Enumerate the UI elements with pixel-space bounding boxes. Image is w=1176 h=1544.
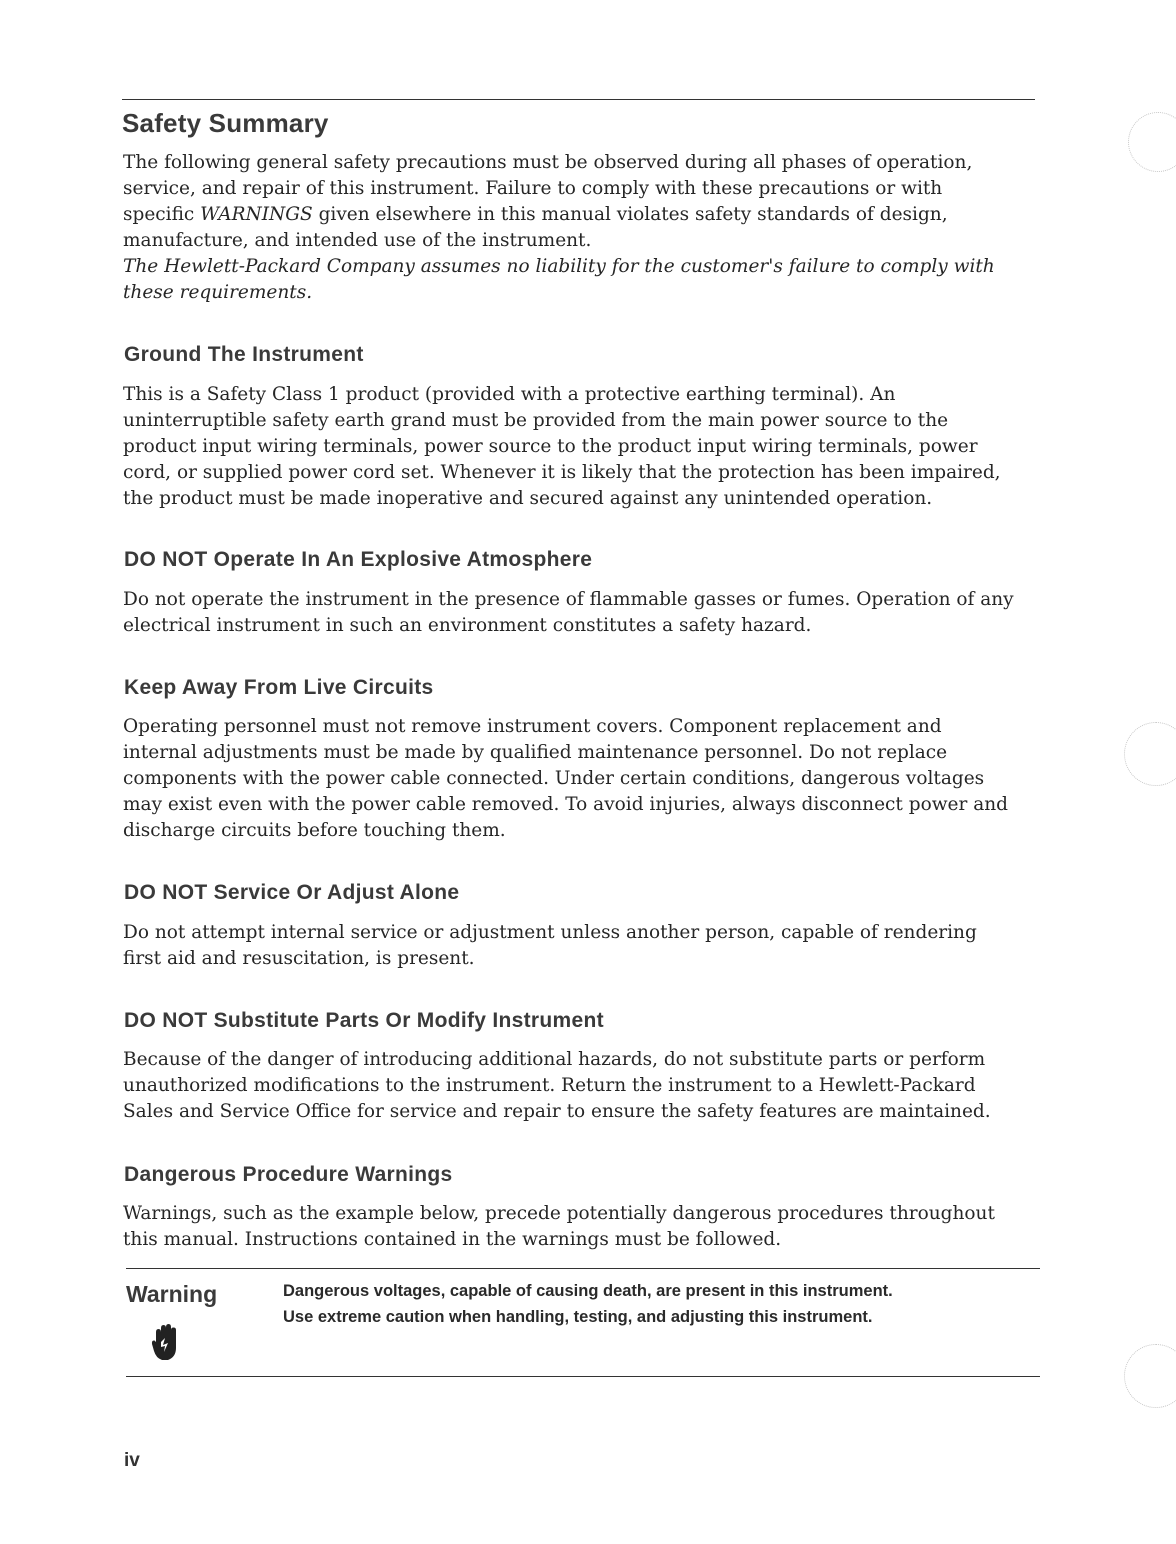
punch-hole [1124, 722, 1176, 786]
section-heading-substitute-parts: DO NOT Substitute Parts Or Modify Instrument [124, 1009, 604, 1032]
punch-hole [1124, 1344, 1176, 1408]
warning-text: Dangerous voltages, capable of causing death, are present in this instrument. Use extreme caution when handling, testing, and adjusting this instrument. [283, 1282, 893, 1326]
section-body-explosive: Do not operate the instrument in the presence of flammable gasses or fumes. Operation of any electrical instrument in such an environment constitutes a safety hazard. [123, 589, 1014, 636]
intro-line: specific WARNINGS given elsewhere in this manual violates safety standards of design, [123, 204, 948, 225]
section-heading-dangerous-procedure: Dangerous Procedure Warnings [124, 1163, 453, 1186]
warning-bottom-rule [126, 1376, 1040, 1377]
punch-hole [1128, 112, 1176, 172]
section-heading-ground: Ground The Instrument [124, 343, 364, 366]
warning-top-rule [126, 1268, 1040, 1269]
hand-icon [151, 1322, 179, 1362]
warnings-emphasis: WARNINGS [200, 204, 313, 225]
section-body-substitute-parts: Because of the danger of introducing additional hazards, do not substitute parts or perform unauthorized modifications to the instrument. Return the instrument to a Hewlett-Packard Sales and Service Office for service and repair to ensure the safety features are maintained. [123, 1049, 991, 1122]
top-rule [122, 99, 1035, 100]
section-body-ground: This is a Safety Class 1 product (provided with a protective earthing terminal). An uninterruptible safety earth grand must be provided from the main power source to the product input wiring terminals, power source to the product input wiring terminals, power cord, or supplied power cord set. Whenever it is likely that the protection has been impaired, the product must be made inoperative and secured against any unintended operation. [123, 384, 1001, 509]
warning-label: Warning [126, 1281, 218, 1307]
intro-line: The following general safety precautions must be observed during all phases of operation, [123, 152, 973, 173]
disclaimer-line: these requirements. [123, 282, 313, 303]
section-heading-service-alone: DO NOT Service Or Adjust Alone [124, 881, 460, 904]
section-body-dangerous-procedure: Warnings, such as the example below, precede potentially dangerous procedures throughout this manual. Instructions contained in the warnings must be followed. [123, 1203, 995, 1250]
section-body-live-circuits: Operating personnel must not remove instrument covers. Component replacement and internal adjustments must be made by qualified maintenance personnel. Do not replace components with the power cable connected. Under certain conditions, dangerous voltages may exist even with the power cable removed. To avoid injuries, always disconnect power and discharge circuits before touching them. [123, 716, 1009, 841]
section-heading-live-circuits: Keep Away From Live Circuits [124, 676, 434, 699]
intro-paragraph [123, 150, 995, 306]
disclaimer-line: The Hewlett-Packard Company assumes no liability for the customer's failure to comply with [123, 256, 995, 277]
page-number: iv [124, 1450, 140, 1471]
section-heading-explosive: DO NOT Operate In An Explosive Atmosphere [124, 548, 593, 571]
intro-line: service, and repair of this instrument. Failure to comply with these precautions or with [123, 178, 943, 199]
intro-line: manufacture, and intended use of the instrument. [123, 230, 592, 251]
section-body-service-alone: Do not attempt internal service or adjustment unless another person, capable of rendering first aid and resuscitation, is present. [123, 922, 977, 969]
page-title: Safety Summary [122, 108, 329, 138]
